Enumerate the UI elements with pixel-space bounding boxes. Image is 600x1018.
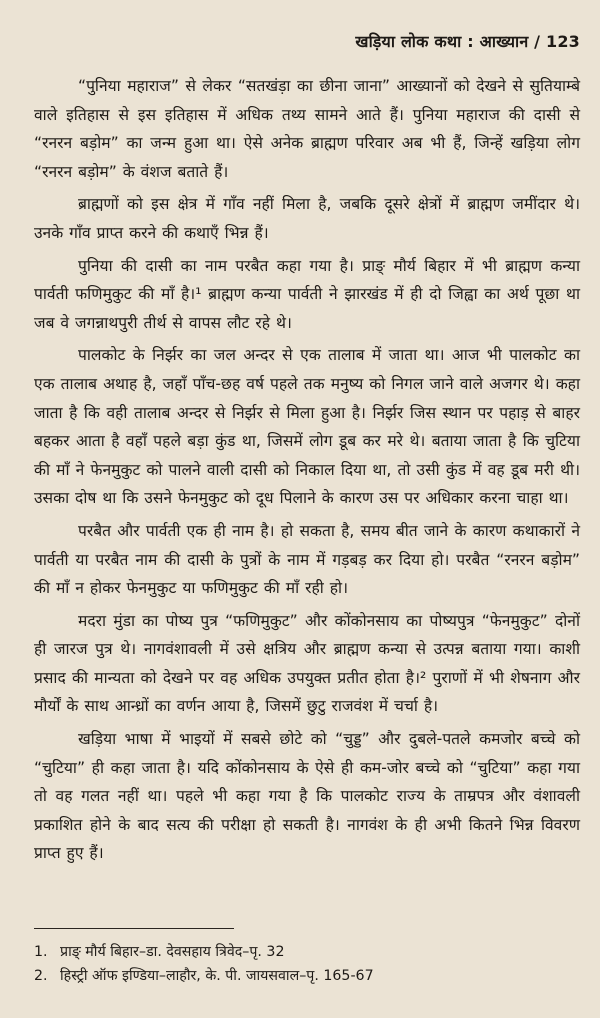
footnote-2 <box>34 964 580 988</box>
footnote-number: 2. <box>34 968 48 984</box>
paragraph-2: ब्राह्मणों को इस क्षेत्र में गाँव नहीं मिला है, जबकि दूसरे क्षेत्रों में ब्राह्मण जमींदार थे। उनके गाँव प्राप्त करने की कथाएँ भिन्न हैं। <box>34 195 580 242</box>
footnotes <box>34 940 580 988</box>
footnote-text: प्राङ् मौर्य बिहार–डा. देवसहाय त्रिवेद–पृ. 32 <box>60 944 285 960</box>
paragraph-1: “पुनिया महाराज” से लेकर “सतखंड़ा का छीना जाना” आख्यानों को देखने से सुतियाम्बे वाले इतिहास से इस इतिहास में अधिक तथ्य सामने आते हैं। पुनिया महाराज की दासी से “रनरन बड़ोम” का जन्म हुआ था। ऐसे अनेक ब्राह्मण परिवार अब भी हैं, जिन्हें खड़िया लोग “रनरन बड़ोम” के वंशज बताते हैं। <box>34 77 580 181</box>
footnote-1 <box>34 940 580 964</box>
footnote-text: हिस्ट्री ऑफ इण्डिया–लाहौर, के. पी. जायसवाल–पृ. 165-67 <box>60 968 374 984</box>
footnote-number: 1. <box>34 944 48 960</box>
paragraph-7: खड़िया भाषा में भाइयों में सबसे छोटे को “चुड्ड” और दुबले-पतले कमजोर बच्चे को “चुटिया” ही कहा जाता है। यदि कोंकोनसाय के ऐसे ही कम-जोर बच्चे को “चुटिया” कहा गया तो वह गलत नहीं था। पहले भी कहा गया है कि पालकोट राज्य के ताम्रपत्र और वंशावली प्रकाशित होने के बाद सत्य की परीक्षा हो सकती है। नागवंश के ही अभी कितने भिन्न विवरण प्राप्त हुए हैं। <box>34 730 580 863</box>
footnote-divider <box>34 928 234 929</box>
paragraph-4: पालकोट के निर्झर का जल अन्दर से एक तालाब में जाता था। आज भी पालकोट का एक तालाब अथाह है, जहाँ पाँच-छह वर्ष पहले तक मनुष्य को निगल जाने वाले अजगर थे। कहा जाता है कि वही तालाब अन्दर से निर्झर से मिला हुआ है। निर्झर जिस स्थान पर पहाड़ से बाहर बहकर आता है वहाँ पहले बड़ा कुंड था, जिसमें लोग डूब कर मरे थे। बताया जाता है कि चुटिया की माँ ने फेनमुकुट को पालने वाली दासी को निकाल दिया था, तो उसी कुंड में वह डूब मरी थी। उसका दोष था कि उसने फेनमुकुट को दूध पिलाने के कारण उस पर अधिकार करना चाहा था। <box>34 346 580 508</box>
body-text <box>34 72 580 872</box>
running-header: खड़िया लोक कथा : आख्यान / 123 <box>355 32 580 51</box>
paragraph-5: परबैत और पार्वती एक ही नाम है। हो सकता है, समय बीत जाने के कारण कथाकारों ने पार्वती या परबैत नाम की दासी के पुत्रों के नाम में गड़बड़ कर दिया हो। परबैत “रनरन बड़ोम” की माँ न होकर फेनमुकुट या फणिमुकुट की माँ रही हो। <box>34 521 580 598</box>
paragraph-6: मदरा मुंडा का पोष्य पुत्र “फणिमुकुट” और कोंकोनसाय का पोष्यपुत्र “फेनमुकुट” दोनों ही जारज पुत्र थे। नागवंशावली में उसे क्षत्रिय और ब्राह्मण कन्या से उत्पन्न बताया गया। काशी प्रसाद की मान्यता को देखने पर वह अधिक उपयुक्त प्रतीत होता है।² पुराणों में भी शेषनाग और मौर्यों के साथ आन्ध्रों का वर्णन आया है, जिसमें छुटु राजवंश में चर्चा है। <box>34 611 580 716</box>
paragraph-3: पुनिया की दासी का नाम परबैत कहा गया है। प्राङ् मौर्य बिहार में भी ब्राह्मण कन्या पार्वती फणिमुकुट की माँ है।¹ ब्राह्मण कन्या पार्वती ने झारखंड में ही दो जिह्वा का अर्थ पूछा था जब वे जगन्नाथपुरी तीर्थ से वापस लौट रहे थे। <box>34 256 580 332</box>
